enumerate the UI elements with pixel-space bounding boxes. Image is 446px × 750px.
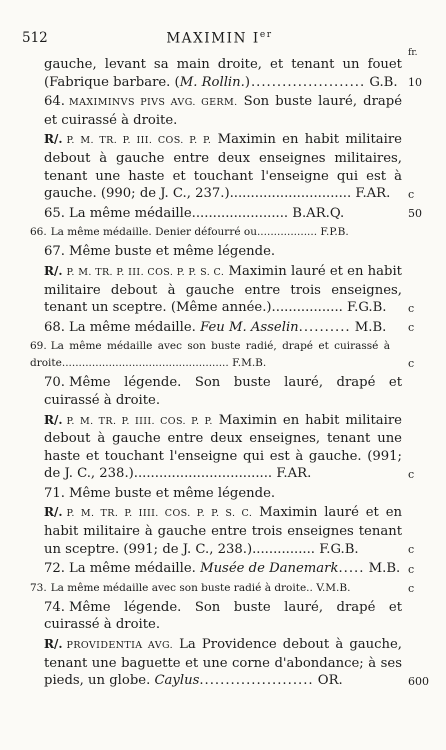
coin-legend: P. M. TR. P. III. COS. P. P.	[66, 135, 212, 147]
price-value: c	[408, 357, 415, 371]
entry-number: 68.	[44, 319, 65, 335]
catalogue-entry	[0, 224, 446, 241]
entry-text	[44, 374, 402, 409]
catalogue-entry	[0, 319, 446, 337]
leader-dots: ......................	[199, 673, 314, 689]
source-name: Feu M. Asselin	[200, 319, 299, 335]
reverse-mark: R/.	[44, 132, 63, 147]
rarity-code: F.G.B.	[319, 541, 359, 557]
entry-text	[30, 224, 390, 241]
description: Maximin lauré et en habit militaire debout à gauche entre trois enseignes, tenant un sceptre. (Même année.).................	[44, 263, 402, 316]
description: La même médaille. Denier défourré ou..................	[50, 226, 318, 239]
description: La même médaille avec son buste radié, drapé et cuirassé à droite..................................................	[30, 340, 390, 370]
entry-text	[44, 560, 402, 578]
entry-text	[44, 56, 402, 91]
catalogue-entry	[0, 338, 446, 372]
source-name: M. Rollin.	[179, 74, 245, 90]
rarity-code: F.G.B.	[347, 300, 387, 316]
rarity-code: F.AR.	[276, 466, 312, 482]
running-title-text: MAXIMIN I	[166, 30, 260, 47]
price-value: c	[408, 467, 415, 481]
entry-text	[44, 599, 402, 634]
entry-text	[44, 131, 402, 202]
coin-legend: PROVIDENTIA AVG.	[66, 640, 174, 652]
description: La même médaille.	[68, 319, 201, 335]
entry-text	[44, 636, 402, 690]
rarity-code: M.B.	[354, 319, 387, 335]
entry-text	[30, 580, 390, 597]
description: Même légende. Son buste lauré, drapé et cuirassé à droite.	[44, 375, 402, 408]
catalogue-entry	[0, 580, 446, 597]
rarity-code: OR.	[317, 673, 343, 689]
price-value: c	[408, 581, 415, 595]
source-name: Musée de Danemark	[200, 561, 339, 577]
entry-text	[44, 205, 402, 223]
entry-number: 67.	[44, 244, 65, 260]
catalogue-entry	[0, 599, 446, 634]
entry-text	[44, 243, 402, 261]
entry-number: 64.	[44, 94, 65, 110]
entry-text	[44, 412, 402, 483]
rarity-code: F.P.B.	[320, 226, 349, 239]
entry-number: 70.	[44, 375, 65, 391]
description: Même buste et même légende.	[68, 244, 276, 260]
description: La même médaille.	[68, 561, 201, 577]
description: Maximin lauré et en habit militaire à gauche entre trois enseignes tenant un sceptre. (991; de J. C., 238.)...............	[44, 505, 402, 557]
description: La même médaille avec son buste radié à droite..	[50, 581, 313, 594]
description: Même légende. Son buste lauré, drapé et cuirassé à droite.	[44, 599, 402, 633]
catalogue-entry	[0, 263, 446, 317]
reverse-mark: R/.	[44, 412, 63, 427]
description: Maximin en habit militaire debout à gauche entre deux enseignes, tenant une haste et touchant l'enseigne qui est à gauche. (991; de J. C., 238.).................................	[44, 412, 402, 482]
price-value: c	[408, 301, 415, 315]
running-title	[22, 30, 417, 47]
coin-legend: P. M. TR. P. IIII. COS. P. P. S. C.	[66, 508, 253, 520]
leader-dots: .....	[338, 561, 365, 577]
description: La Providence debout à gauche, tenant une baguette et une corne d'abondance; à ses pieds, un globe.	[44, 637, 402, 689]
catalogue-entry	[0, 131, 446, 202]
price-value: 50	[408, 207, 422, 221]
price-value: 10	[408, 76, 422, 90]
source-name: Caylus	[154, 673, 200, 689]
rarity-code: B.AR.Q.	[292, 205, 345, 221]
rarity-code: M.B.	[368, 561, 401, 577]
catalogue-entry	[0, 56, 446, 91]
page-number: 512	[22, 30, 48, 46]
entry-number: 69.	[30, 340, 47, 353]
entry-number: 74.	[44, 599, 65, 615]
catalogue-entry	[0, 93, 446, 129]
price-value: c	[408, 187, 415, 201]
coin-legend: P. M. TR. P. III. COS. P. P. S. C.	[66, 266, 225, 278]
entry-number: 72.	[44, 561, 65, 577]
coin-legend: P. M. TR. P. IIII. COS. P. P.	[66, 415, 213, 427]
catalogue-entry	[0, 412, 446, 483]
entry-text	[44, 263, 402, 317]
entry-number: 73.	[30, 581, 47, 594]
leader-dots: )......................	[244, 74, 366, 90]
catalogue-entry	[0, 560, 446, 578]
entry-text	[44, 504, 402, 558]
rarity-code: F.AR.	[355, 186, 391, 202]
catalogue-entry	[0, 243, 446, 261]
description: Même buste et même légende.	[68, 485, 276, 501]
price-value: c	[408, 562, 415, 576]
entry-number: 65.	[44, 205, 65, 221]
description: Maximin en habit militaire debout à gauche entre deux enseignes militaires, tenant une haste et touchant l'enseigne qui est à gauche. (990; de J. C., 237.).............................	[44, 132, 402, 202]
leader-dots: ..........	[298, 319, 351, 335]
entry-text	[30, 338, 390, 372]
description: La même médaille.......................	[68, 205, 289, 221]
page-header	[22, 30, 417, 50]
coin-legend: MAXIMINVS PIVS AVG. GERM.	[68, 97, 238, 109]
catalogue-entry	[0, 374, 446, 409]
description: gauche, levant sa main droite, et tenant un fouet (Fabrique barbare. (	[44, 57, 402, 90]
price-value: c	[408, 321, 415, 335]
catalogue-entries	[0, 56, 446, 692]
rarity-code: G.B.	[369, 74, 398, 90]
description: Son buste lauré, drapé et cuirassé à droite.	[44, 94, 402, 128]
entry-text	[44, 319, 402, 337]
rarity-code: V.M.B.	[316, 581, 351, 594]
reverse-mark: R/.	[44, 263, 63, 278]
price-value: c	[408, 543, 415, 557]
catalogue-entry	[0, 636, 446, 690]
entry-text	[44, 93, 402, 129]
reverse-mark: R/.	[44, 505, 63, 520]
running-title-sup: er	[259, 30, 273, 40]
price-unit: fr.	[408, 48, 418, 58]
catalogue-entry	[0, 504, 446, 558]
entry-number: 66.	[30, 226, 47, 239]
price-value: 600	[408, 674, 429, 688]
entry-text	[44, 485, 402, 503]
entry-number: 71.	[44, 485, 65, 501]
catalogue-entry	[0, 485, 446, 503]
rarity-code: F.M.B.	[232, 357, 267, 370]
reverse-mark: R/.	[44, 637, 63, 652]
catalogue-entry	[0, 205, 446, 223]
